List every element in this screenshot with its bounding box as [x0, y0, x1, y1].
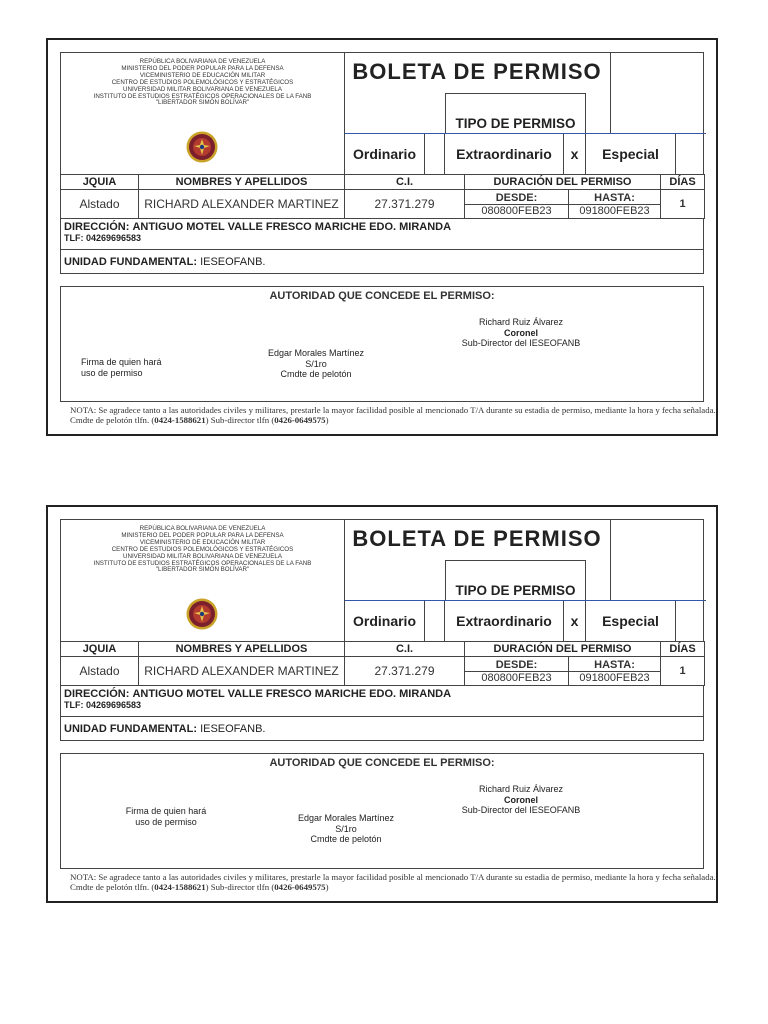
commander-name: Edgar Morales Martínez [267, 348, 365, 358]
photo-box [610, 53, 706, 134]
col-jquia: JQUIA [61, 175, 139, 190]
permit-header [60, 52, 704, 174]
autoridad-section [60, 753, 704, 869]
table-header [61, 642, 705, 657]
institution-line: VICEMINISTERIO DE EDUCACIÓN MILITAR [139, 71, 266, 79]
permit-title: BOLETA DE PERMISO [352, 526, 602, 551]
cell-desde [465, 190, 569, 219]
institution-line: REPÚBLICA BOLIVARIANA DE VENEZUELA [139, 525, 266, 532]
table-row [61, 657, 705, 686]
hasta-label: HASTA: [594, 191, 635, 204]
beneficiary-line-1: Firma de quien hará [125, 806, 207, 816]
tipo-especial-checkbox [676, 134, 705, 174]
permit-header [60, 519, 704, 641]
col-duracion: DURACIÓN DEL PERMISO [465, 642, 661, 657]
unidad-value: IESEOFANB. [200, 723, 266, 735]
telefono: TLF: 04269696583 [64, 233, 142, 243]
subdirector-rank: Coronel [503, 794, 538, 805]
institution-line: "LIBERTADOR SIMÓN BOLÍVAR" [155, 566, 250, 574]
tipo-permiso-header [445, 93, 586, 134]
institution-line: REPÚBLICA BOLIVARIANA DE VENEZUELA [139, 58, 266, 65]
direccion-section [60, 686, 704, 717]
institution-seal-icon [186, 131, 218, 163]
subdirector-title: Sub-Director del IESEOFANB [461, 805, 581, 815]
signature-beneficiary [81, 357, 181, 378]
nota-phone-commander: 0424-1588621 [154, 415, 206, 425]
tipo-extraordinario-mark: x [564, 601, 586, 641]
desde-label: DESDE: [495, 191, 538, 204]
table-row [61, 190, 705, 219]
nota-text: NOTA: Se agradece tanto a las autoridades civiles y militares, prestarle la mayor facilidad posible al mencionado T/A durante su estadia de permiso, mediante la hora y fecha señalada. Cmdte de pelotón tlfn. ( [70, 872, 716, 892]
signature-beneficiary [116, 806, 216, 827]
photo-box [610, 520, 706, 601]
col-dias: DÍAS [661, 175, 705, 190]
nota-text: ) Sub-director tlfn ( [205, 415, 275, 425]
col-nombres: NOMBRES Y APELLIDOS [139, 175, 345, 190]
institution-line: INSTITUTO DE ESTUDIOS ESTRATÉGICOS OPERACIONALES DE LA FANB [93, 92, 312, 100]
permit-table [60, 174, 705, 219]
beneficiary-line-2: uso de permiso [81, 367, 143, 378]
institution-line: VICEMINISTERIO DE EDUCACIÓN MILITAR [139, 538, 266, 546]
subdirector-rank: Coronel [503, 327, 538, 338]
institution-line: MINISTERIO DEL PODER POPULAR PARA LA DEFENSA [121, 64, 284, 72]
commander-name: Edgar Morales Martínez [297, 813, 395, 823]
signature-subdirector [441, 784, 601, 816]
institution-block [61, 53, 345, 174]
col-ci: C.I. [345, 175, 465, 190]
tipo-ordinario: Ordinario [345, 601, 425, 641]
desde-value: 080800FEB23 [465, 204, 568, 217]
permit-card [46, 38, 718, 436]
subdirector-name: Richard Ruiz Álvarez [478, 317, 564, 327]
direccion-label: DIRECCIÓN: [64, 688, 130, 700]
nota-phone-subdirector: 0426-0649575 [274, 415, 326, 425]
cell-ci: 27.371.279 [345, 190, 465, 219]
cell-nombres: RICHARD ALEXANDER MARTINEZ [139, 657, 345, 686]
institution-line: CENTRO DE ESTUDIOS POLEMOLÓGICOS Y ESTRATÉGICOS [111, 78, 294, 86]
tipo-especial-checkbox [676, 601, 705, 641]
cell-hasta [569, 657, 661, 686]
permit-content [60, 519, 716, 892]
col-duracion: DURACIÓN DEL PERMISO [465, 175, 661, 190]
unidad-value: IESEOFANB. [200, 256, 266, 268]
permit-title: BOLETA DE PERMISO [352, 59, 602, 84]
col-jquia: JQUIA [61, 642, 139, 657]
permit-card [46, 505, 718, 903]
col-dias: DÍAS [661, 642, 705, 657]
institution-line: MINISTERIO DEL PODER POPULAR PARA LA DEFENSA [121, 531, 284, 539]
hasta-value: 091800FEB23 [569, 671, 660, 684]
nota-phone-subdirector: 0426-0649575 [274, 882, 326, 892]
signature-platoon-commander [251, 348, 381, 380]
cell-jquia: Alstado [61, 657, 139, 686]
nota-text: ) Sub-director tlfn ( [205, 882, 275, 892]
tipo-extraordinario: Extraordinario [445, 601, 564, 641]
signature-platoon-commander [281, 813, 411, 845]
unidad-label: UNIDAD FUNDAMENTAL: [64, 256, 197, 268]
cell-dias: 1 [661, 190, 705, 219]
nota-text: ) [325, 415, 329, 425]
subdirector-title: Sub-Director del IESEOFANB [461, 338, 581, 348]
signature-subdirector [441, 317, 601, 349]
cell-nombres: RICHARD ALEXANDER MARTINEZ [139, 190, 345, 219]
col-nombres: NOMBRES Y APELLIDOS [139, 642, 345, 657]
autoridad-header: AUTORIDAD QUE CONCEDE EL PERMISO: [269, 757, 495, 769]
tipo-especial: Especial [586, 134, 676, 174]
institution-line: CENTRO DE ESTUDIOS POLEMOLÓGICOS Y ESTRATÉGICOS [111, 545, 294, 553]
hasta-value: 091800FEB23 [569, 204, 660, 217]
cell-hasta [569, 190, 661, 219]
commander-title: Cmdte de pelotón [310, 834, 382, 844]
tipo-ordinario-checkbox [425, 601, 445, 641]
table-header [61, 175, 705, 190]
unidad-section [60, 250, 704, 274]
direccion-value: ANTIGUO MOTEL VALLE FRESCO MARICHE EDO. MIRANDA [132, 221, 452, 233]
commander-rank: S/1ro [335, 823, 357, 834]
institution-line: UNIVERSIDAD MILITAR BOLIVARIANA DE VENEZUELA [123, 552, 282, 560]
commander-title: Cmdte de pelotón [280, 369, 352, 379]
hasta-label: HASTA: [594, 658, 635, 671]
beneficiary-line-2: uso de permiso [135, 816, 197, 827]
telefono: TLF: 04269696583 [64, 700, 142, 710]
permit-table [60, 641, 705, 686]
subdirector-name: Richard Ruiz Álvarez [478, 784, 564, 794]
institution-seal-icon [186, 598, 218, 630]
direccion-section [60, 219, 704, 250]
tipo-permiso-label: TIPO DE PERMISO [455, 116, 576, 131]
tipo-options [345, 134, 705, 174]
direccion-value: ANTIGUO MOTEL VALLE FRESCO MARICHE EDO. MIRANDA [132, 688, 452, 700]
cell-jquia: Alstado [61, 190, 139, 219]
tipo-options [345, 601, 705, 641]
cell-desde [465, 657, 569, 686]
cell-dias: 1 [661, 657, 705, 686]
institution-line: UNIVERSIDAD MILITAR BOLIVARIANA DE VENEZUELA [123, 85, 282, 93]
tipo-ordinario: Ordinario [345, 134, 425, 174]
tipo-ordinario-checkbox [425, 134, 445, 174]
nota-phone-commander: 0424-1588621 [154, 882, 206, 892]
tipo-permiso-label: TIPO DE PERMISO [455, 583, 576, 598]
nota-text: ) [325, 882, 329, 892]
col-ci: C.I. [345, 642, 465, 657]
nota [60, 405, 730, 425]
desde-label: DESDE: [495, 658, 538, 671]
nota-text: NOTA: Se agradece tanto a las autoridades civiles y militares, prestarle la mayor facilidad posible al mencionado T/A durante su estadia de permiso, mediante la hora y fecha señalada. Cmdte de pelotón tlfn. ( [70, 405, 716, 425]
cell-ci: 27.371.279 [345, 657, 465, 686]
tipo-permiso-header [445, 560, 586, 601]
desde-value: 080800FEB23 [465, 671, 568, 684]
tipo-extraordinario-mark: x [564, 134, 586, 174]
unidad-label: UNIDAD FUNDAMENTAL: [64, 723, 197, 735]
autoridad-section [60, 286, 704, 402]
unidad-section [60, 717, 704, 741]
tipo-extraordinario: Extraordinario [445, 134, 564, 174]
nota [60, 872, 730, 892]
direccion-label: DIRECCIÓN: [64, 221, 130, 233]
permit-content [60, 52, 716, 425]
beneficiary-line-1: Firma de quien hará [81, 357, 162, 367]
institution-block [61, 520, 345, 641]
autoridad-header: AUTORIDAD QUE CONCEDE EL PERMISO: [269, 290, 495, 302]
commander-rank: S/1ro [305, 358, 327, 369]
tipo-especial: Especial [586, 601, 676, 641]
institution-line: INSTITUTO DE ESTUDIOS ESTRATÉGICOS OPERACIONALES DE LA FANB [93, 559, 312, 567]
institution-line: "LIBERTADOR SIMÓN BOLÍVAR" [155, 99, 250, 107]
